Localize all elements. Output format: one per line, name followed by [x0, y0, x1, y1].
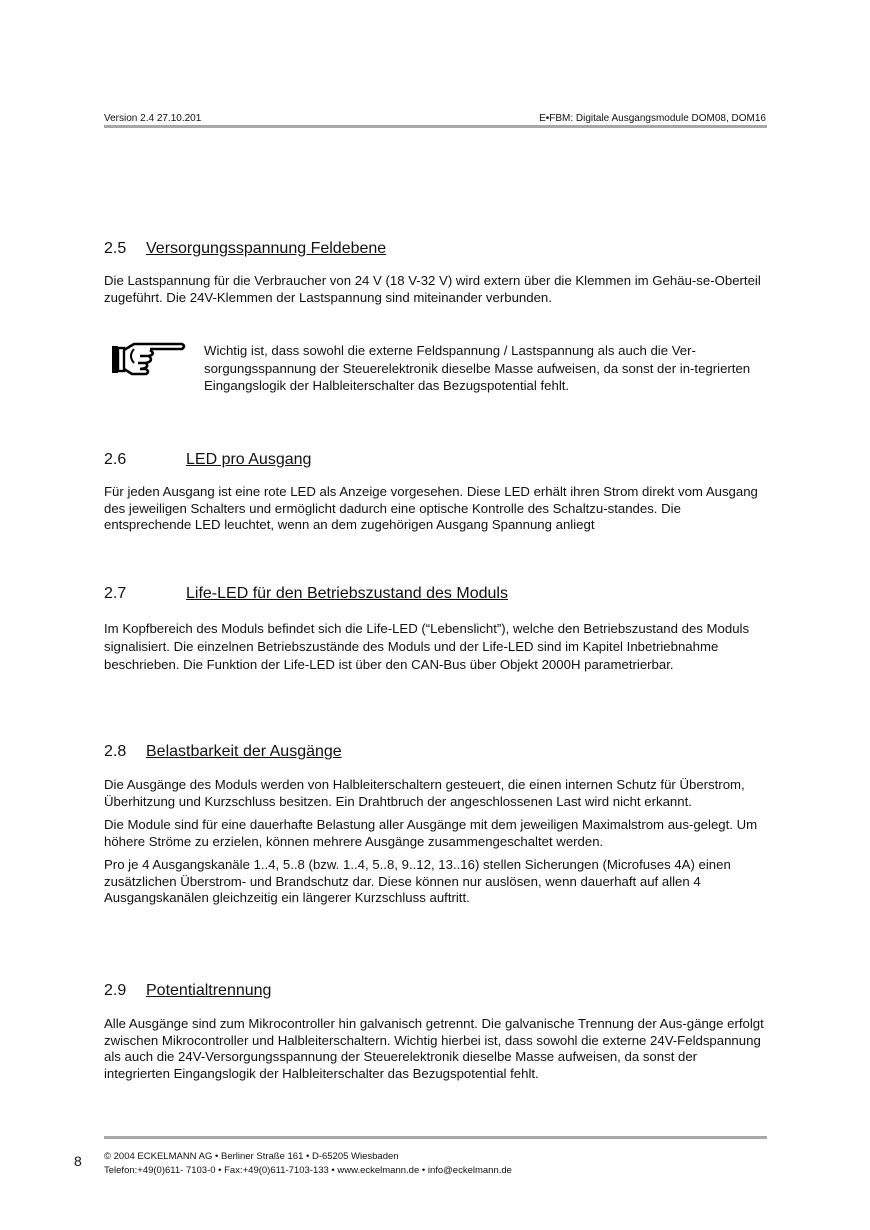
section-number: 2.7	[104, 585, 127, 602]
header-version: Version 2.4 27.10.201	[104, 113, 202, 124]
header-rule	[104, 125, 767, 128]
paragraph: Pro je 4 Ausgangskanäle 1..4, 5..8 (bzw. 1..4, 5..8, 9..12, 13..16) stellen Sicherungen (Microfuses 4A) einen zusätzlichen Überstrom- und Brandschutz dar. Diese können nur auslösen, wenn dauerhaft auf allen 4 Ausgangskanälen gleichzeitig ein längerer Kurzschluss auftritt.	[104, 857, 731, 905]
section-number: 2.9	[104, 982, 127, 999]
paragraph: Alle Ausgänge sind zum Mikrocontroller hin galvanisch getrennt. Die galvanische Trennung der Aus-gänge erfolgt zwischen Mikrocontroller und Halbleiterschaltern. Wichtig hierbei ist, dass sowohl die externe 24V-Feldspannung als auch die 24V-Versorgungsspannung der Steuerelektronik dieselbe Masse aufweisen, da sonst der integrierten Eingangslogik der Halbleiterschalter das Bezugspotential fehlt.	[104, 1016, 764, 1081]
note-text: Wichtig ist, dass sowohl die externe Feldspannung / Lastspannung als auch die Ver-sorgungsspannung der Steuerelektronik dieselbe Masse aufweisen, da sonst der in-tegrierten Eingangslogik der Halbleiterschalter das Bezugspotential fehlt.	[204, 343, 751, 393]
paragraph: Im Kopfbereich des Moduls befindet sich die Life-LED (“Lebenslicht”), welche den Betriebszustand des Moduls signalisiert. Die einzelnen Betriebszustände des Moduls und der Life-LED sind im Kapitel Inbetriebnahme beschrieben. Die Funktion der Life-LED ist über den CAN-Bus über Objekt 2000H parametrierbar.	[104, 621, 750, 673]
section-body-2-8	[104, 777, 766, 914]
section-heading-2-9	[104, 982, 271, 1000]
section-title: Potentialtrennung	[146, 982, 272, 999]
footer-contact: Telefon:+49(0)611- 7103-0 • Fax:+49(0)611-7103-133 • www.eckelmann.de • info@eckelmann.de	[104, 1165, 512, 1176]
paragraph: Die Lastspannung für die Verbraucher von 24 V (18 V-32 V) wird extern über die Klemmen im Gehäu-se-Oberteil zugeführt. Die 24V-Klemmen der Lastspannung sind miteinander verbunden.	[104, 273, 761, 305]
section-title: Life-LED für den Betriebszustand des Moduls	[186, 585, 508, 602]
section-title: LED pro Ausgang	[186, 451, 312, 468]
section-number: 2.8	[104, 743, 127, 760]
header-document-title: E•FBM: Digitale Ausgangsmodule DOM08, DOM16	[539, 113, 766, 124]
section-heading-2-5	[104, 240, 386, 258]
section-body-2-6	[104, 484, 766, 541]
footer-rule	[104, 1136, 767, 1139]
section-heading-2-7	[104, 585, 508, 603]
paragraph: Die Module sind für eine dauerhafte Belastung aller Ausgänge mit dem jeweiligen Maximalstrom aus-gelegt. Um höhere Ströme zu erzielen, können mehrere Ausgänge zusammengeschaltet werden.	[104, 817, 758, 849]
section-number: 2.5	[104, 240, 127, 257]
section-body-2-5	[104, 273, 766, 313]
pointing-hand-icon	[110, 338, 188, 380]
section-heading-2-6	[104, 451, 311, 469]
page-number: 8	[74, 1153, 82, 1169]
paragraph: Die Ausgänge des Moduls werden von Halbleiterschaltern gesteuert, die einen internen Schutz für Überstrom, Überhitzung und Kurzschluss besitzen. Ein Drahtbruch der angeschlossenen Last wird nicht erkannt.	[104, 777, 745, 809]
section-title: Versorgungsspannung Feldebene	[146, 240, 387, 257]
section-number: 2.6	[104, 451, 127, 468]
section-body-2-9	[104, 1016, 766, 1089]
section-title: Belastbarkeit der Ausgänge	[146, 743, 342, 760]
section-heading-2-8	[104, 743, 342, 761]
footer-address: © 2004 ECKELMANN AG • Berliner Straße 161 • D-65205 Wiesbaden	[104, 1151, 399, 1162]
paragraph: Für jeden Ausgang ist eine rote LED als Anzeige vorgesehen. Diese LED erhält ihren Strom direkt vom Ausgang des jeweiligen Schalters und ermöglicht dadurch eine optische Kontrolle des Schaltzu-standes. Die entsprechende LED leuchtet, wenn an dem zugehörigen Ausgang Spannung anliegt	[104, 484, 758, 532]
section-body-2-7	[104, 620, 766, 682]
